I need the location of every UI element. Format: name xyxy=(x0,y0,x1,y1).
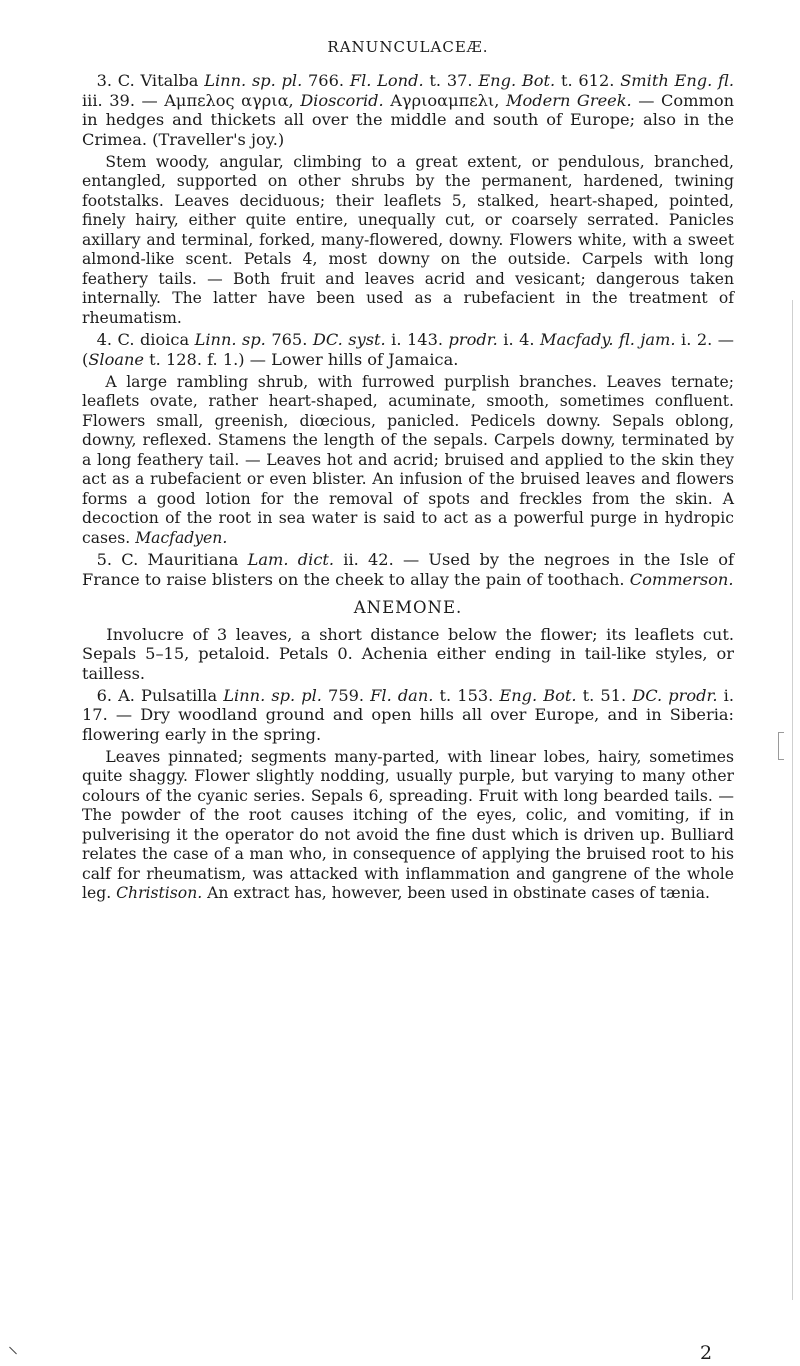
citation-italic: Lam. dict. xyxy=(247,550,335,570)
citation-italic: Linn. sp. pl. xyxy=(223,685,322,705)
genus-heading: ANEMONE. xyxy=(353,597,463,617)
corner-tick xyxy=(9,1347,17,1355)
citation-italic: Fl. dan. xyxy=(370,685,434,705)
citation-italic: Macfady. fl. jam. xyxy=(540,330,676,350)
citation-italic: Christison. xyxy=(116,884,203,903)
citation-italic: Macfadyen. xyxy=(135,528,228,547)
page-number: 2 xyxy=(700,1342,713,1364)
citation-italic: Eng. Bot. xyxy=(478,71,556,90)
citation-italic: Linn. sp. xyxy=(194,330,266,350)
citation-italic: Dioscorid. xyxy=(300,90,384,110)
species-description-4: A large rambling shrub, with furrowed purplish branches. Leaves ternate; leaflets ovate, rather heart-shaped, acuminate, smooth, sometimes confluent. Flowers small, greenish, diœcious, panicled. Pedicels downy. Sepals oblong, downy, reflexed. Stamens the length of the sepals. Carpels downy, terminated by a long feathery tail. — Leaves hot and acrid; bruised and applied to the skin they act as a rubefacient or even blister. An infusion of the bruised leaves and flowers forms a good lotion for the removal of spots and freckles from the skin. A decoction of the root in sea water is said to act as a powerful purge in hydropic cases. Macfadyen. xyxy=(82,372,734,547)
citation-italic: Smith Eng. fl. xyxy=(620,71,734,90)
species-entry-5: 5. C. Mauritiana Lam. dict. ii. 42. — Used by the negroes in the Isle of France to raise blisters on the cheek to allay the pain of toothach. Commerson. xyxy=(82,550,734,589)
species-entry-3: 3. C. Vitalba Linn. sp. pl. 766. Fl. Lond. t. 37. Eng. Bot. t. 612. Smith Eng. fl. iii. 39. — Αμπελος αγρια, Dioscorid. Αγριοαμπελι, Modern Greek. — Common in hedges and thickets all over the middle and south of Europe; also in the Crimea. (Traveller's joy.) xyxy=(82,71,734,150)
page-edge-rule xyxy=(792,300,793,1300)
citation-italic: Fl. Lond. xyxy=(349,71,424,90)
page-body xyxy=(82,38,734,904)
citation-italic: DC. syst. xyxy=(312,330,386,350)
citation-italic: Sloane xyxy=(88,350,144,370)
citation-italic: Eng. Bot. xyxy=(499,685,577,705)
species-description-6: Leaves pinnated; segments many-parted, with linear lobes, hairy, sometimes quite shaggy. Flower slightly nodding, usually purple, but varying to many other colours of the cyanic series. Sepals 6, spreading. Fruit with long bearded tails. — The powder of the root causes itching of the eyes, colic, and vomiting, if in pulverising it the operator do not avoid the fine dust which is driven up. Bulliard relates the case of a man who, in consequence of applying the bruised root to his calf for rheumatism, was attacked with inflammation and gangrene of the whole leg. Christison. An extract has, however, been used in obstinate cases of tænia. xyxy=(82,747,734,903)
running-header: RANUNCULACEÆ. xyxy=(327,38,489,56)
species-entry-6: 6. A. Pulsatilla Linn. sp. pl. 759. Fl. dan. t. 153. Eng. Bot. t. 51. DC. prodr. i. 17. — Dry woodland ground and open hills all over Europe, and in Siberia: flowering early in the spring. xyxy=(82,685,734,745)
margin-bracket xyxy=(778,732,784,760)
genus-description: Involucre of 3 leaves, a short distance below the flower; its leaflets cut. Sepals 5–15, petaloid. Petals 0. Achenia either ending in tail-like styles, or tailless. xyxy=(82,624,734,684)
species-entry-4: 4. C. dioica Linn. sp. 765. DC. syst. i. 143. prodr. i. 4. Macfady. fl. jam. i. 2. — (Sloane t. 128. f. 1.) — Lower hills of Jamaica. xyxy=(82,330,734,370)
citation-italic: Modern Greek. xyxy=(505,90,632,110)
citation-italic: Linn. sp. pl. xyxy=(204,71,303,90)
citation-italic: Commerson. xyxy=(629,569,734,589)
citation-italic: DC. prodr. xyxy=(632,685,718,705)
citation-italic: prodr. xyxy=(448,330,498,350)
species-description-3: Stem woody, angular, climbing to a great extent, or pendulous, branched, entangled, supported on other shrubs by the permanent, hardened, twining footstalks. Leaves deciduous; their leaflets 5, stalked, heart-shaped, pointed, finely hairy, either quite entire, unequally cut, or coarsely serrated. Panicles axillary and terminal, forked, many-flowered, downy. Flowers white, with a sweet almond-like scent. Petals 4, most downy on the outside. Carpels with long feathery tails. — Both fruit and leaves acrid and vesicant; dangerous taken internally. The latter have been used as a rubefacient in the treatment of rheumatism. xyxy=(82,152,734,327)
